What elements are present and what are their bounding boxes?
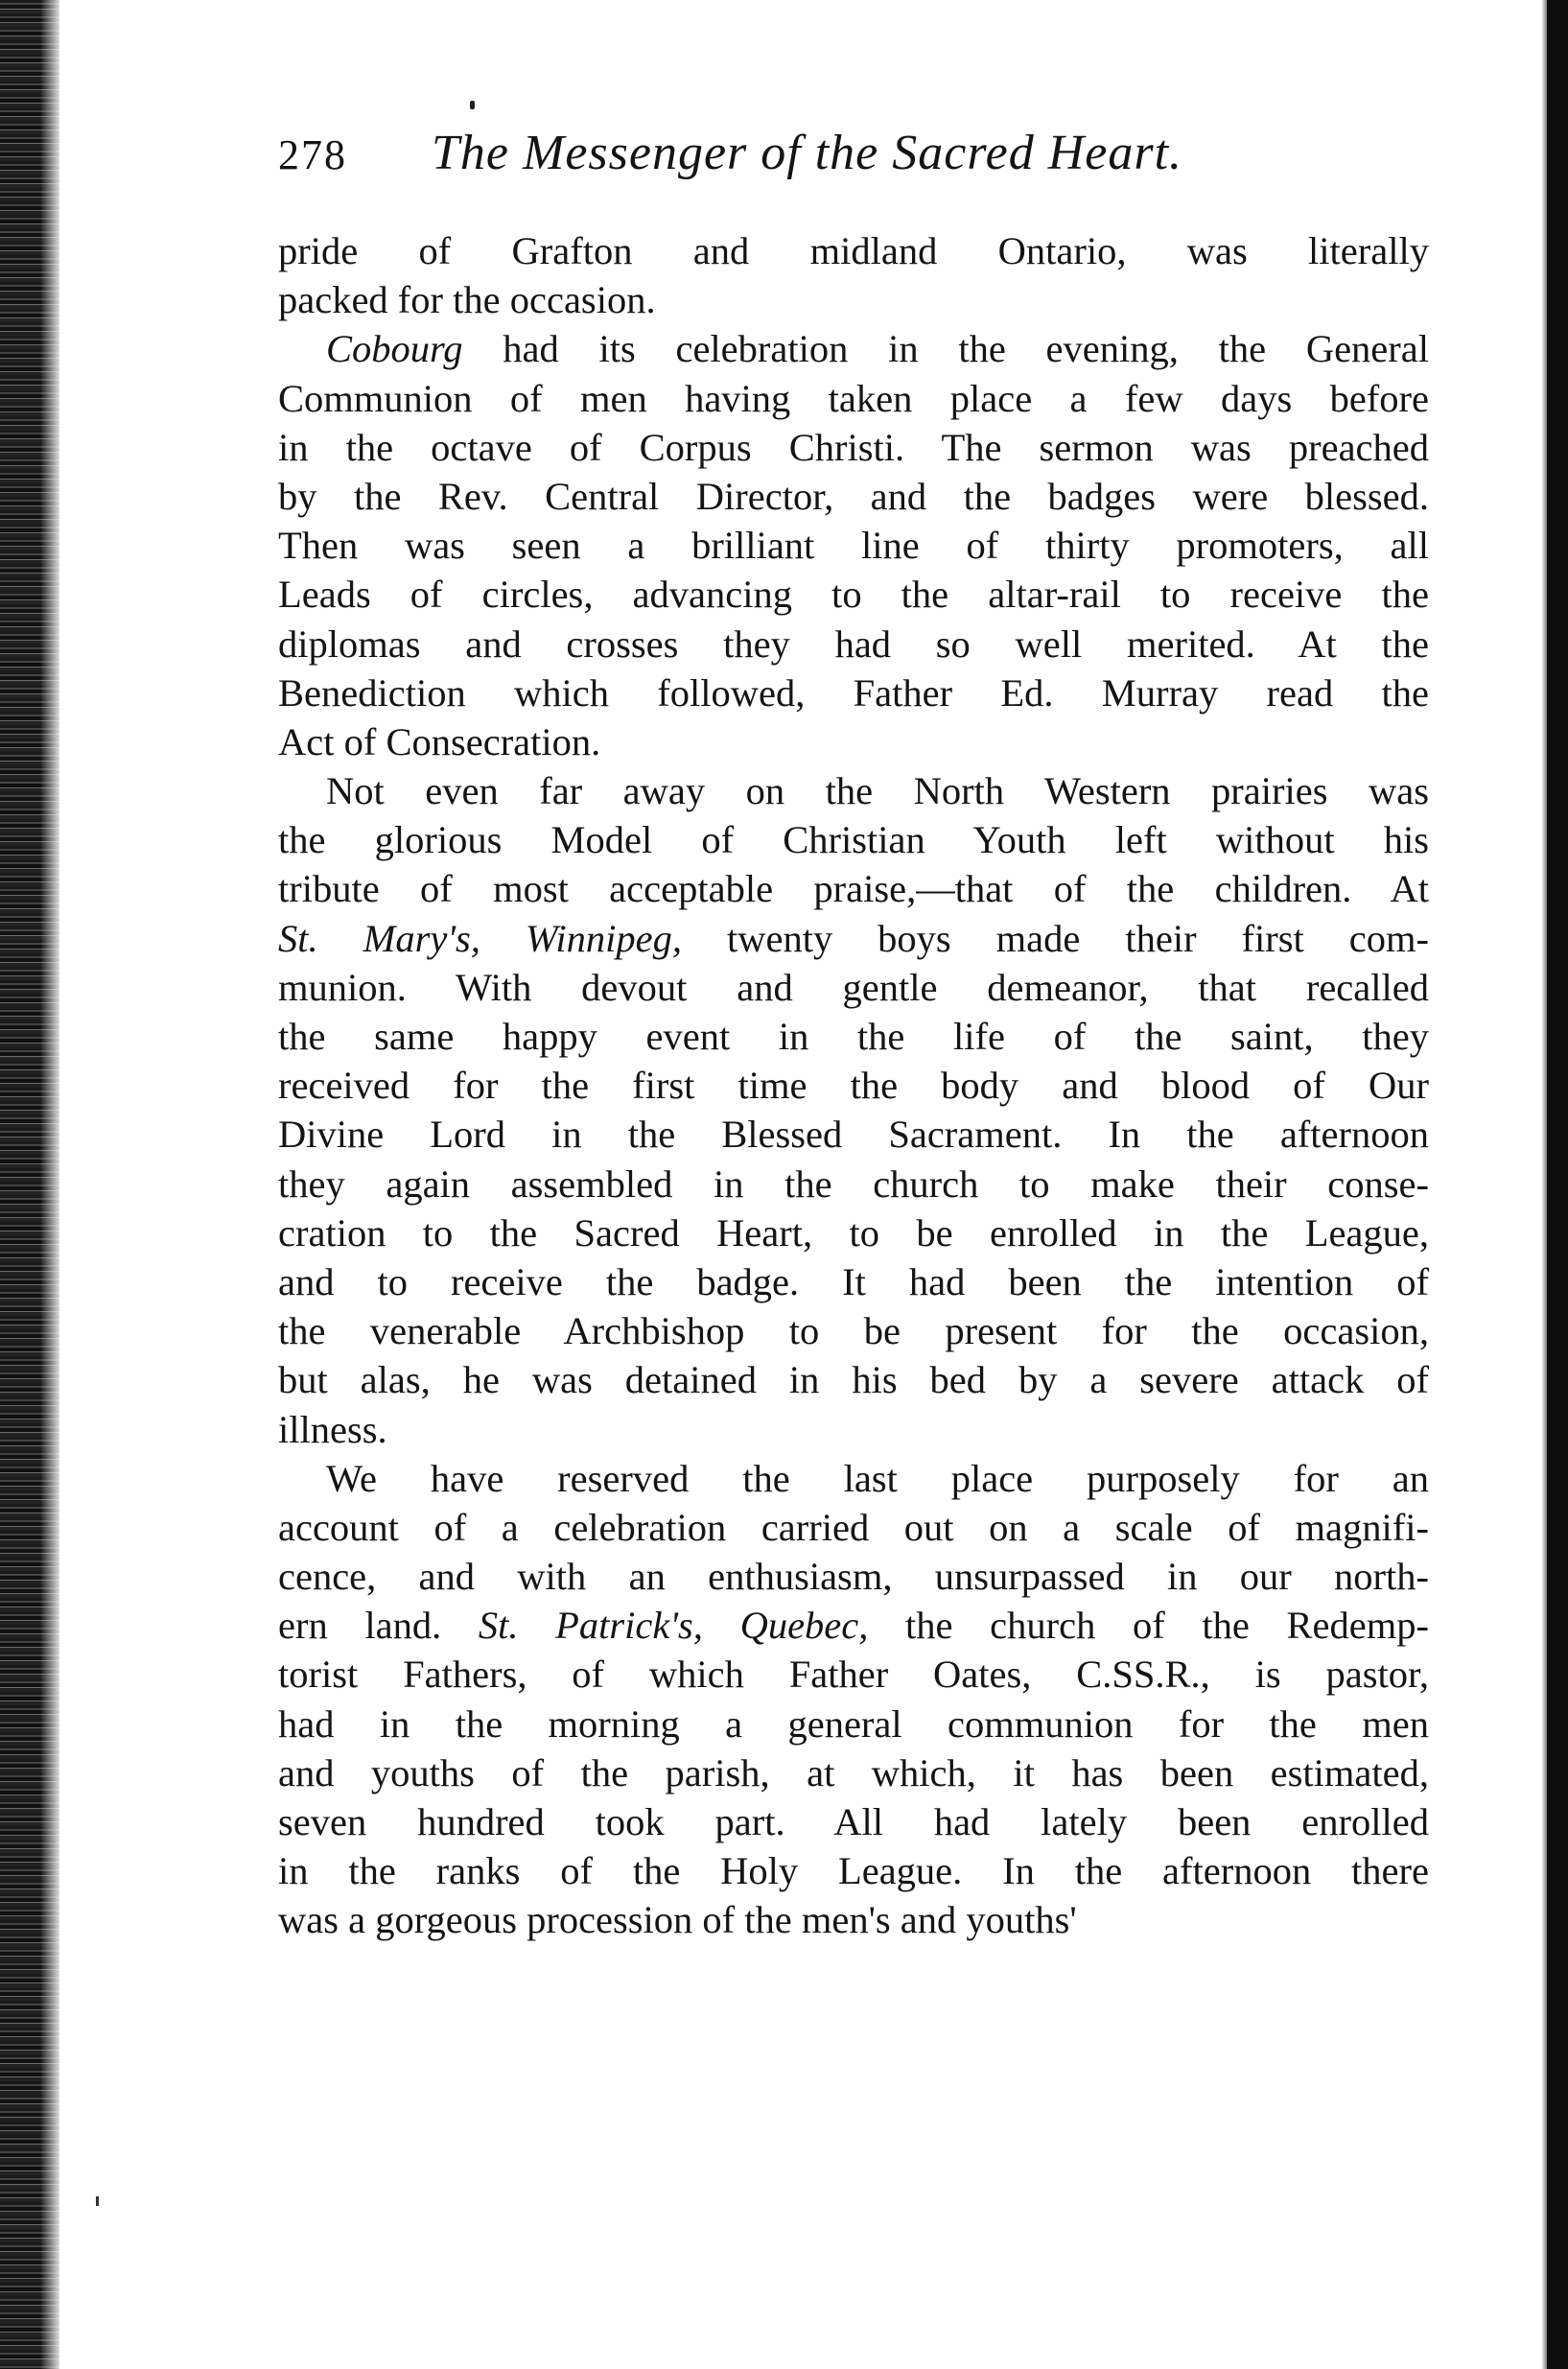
text-segment: Leads of circles, advancing to the altar-rail to receive the bbox=[278, 573, 1429, 617]
paragraph bbox=[278, 766, 1429, 1454]
paragraph bbox=[278, 226, 1429, 324]
text-segment: We have reserved the last place purposely for an bbox=[326, 1456, 1429, 1500]
text-line bbox=[278, 1306, 1429, 1355]
text-segment: tribute of most acceptable praise,—that of the children. At bbox=[278, 867, 1429, 911]
italic-text-segment: St. Mary's, Winnipeg, bbox=[278, 916, 682, 960]
text-segment: munion. With devout and gentle demeanor, that recalled bbox=[278, 965, 1429, 1009]
text-line bbox=[278, 1454, 1429, 1503]
ink-speck bbox=[96, 2196, 99, 2206]
text-line bbox=[278, 1895, 1429, 1944]
text-line bbox=[278, 1110, 1429, 1159]
text-segment: had its celebration in the evening, the General bbox=[462, 327, 1429, 371]
text-line bbox=[278, 1846, 1429, 1895]
text-segment: in the ranks of the Holy League. In the afternoon there bbox=[278, 1849, 1429, 1893]
text-segment: ern land. bbox=[278, 1604, 479, 1648]
text-segment: the venerable Archbishop to be present for the occasion, bbox=[278, 1309, 1429, 1353]
text-line bbox=[278, 914, 1429, 963]
text-segment: was a gorgeous procession of the men's and youths' bbox=[278, 1898, 1077, 1942]
text-segment: pride of Grafton and midland Ontario, was literally bbox=[278, 229, 1429, 272]
text-segment: twenty boys made their first com- bbox=[681, 916, 1429, 960]
text-segment: received for the first time the body and blood of Our bbox=[278, 1064, 1429, 1108]
text-segment: Communion of men having taken place a few days before bbox=[278, 376, 1429, 420]
text-segment: Then was seen a brilliant line of thirty promoters, all bbox=[278, 524, 1429, 568]
text-line bbox=[278, 324, 1429, 373]
text-segment: in the octave of Corpus Christi. The sermon was preached bbox=[278, 425, 1429, 469]
text-segment: Act of Consecration. bbox=[278, 719, 601, 763]
text-line bbox=[278, 1748, 1429, 1797]
paragraph bbox=[278, 1454, 1429, 1945]
text-line bbox=[278, 668, 1429, 717]
text-segment: illness. bbox=[278, 1407, 387, 1451]
text-line bbox=[278, 423, 1429, 472]
running-head bbox=[278, 125, 1429, 201]
book-page bbox=[278, 125, 1429, 1945]
text-line bbox=[278, 521, 1429, 570]
ink-speck bbox=[470, 101, 475, 109]
text-segment: diplomas and crosses they had so well merited. At the bbox=[278, 622, 1429, 666]
text-segment: Benediction which followed, Father Ed. Murray read the bbox=[278, 670, 1429, 715]
text-segment: had in the morning a general communion for the men bbox=[278, 1701, 1429, 1746]
text-segment: cration to the Sacred Heart, to be enrolled in the League, bbox=[278, 1210, 1429, 1255]
text-line bbox=[278, 963, 1429, 1012]
text-segment: they again assembled in the church to make their conse- bbox=[278, 1161, 1429, 1206]
text-line bbox=[278, 570, 1429, 619]
scan-edge-left bbox=[0, 0, 59, 2369]
text-line bbox=[278, 864, 1429, 913]
journal-title: The Messenger of the Sacred Heart. bbox=[432, 126, 1183, 180]
text-line bbox=[278, 1355, 1429, 1404]
text-line bbox=[278, 1012, 1429, 1061]
text-line bbox=[278, 1797, 1429, 1846]
text-segment: the church of the Redemp- bbox=[868, 1604, 1429, 1648]
text-segment: and youths of the parish, at which, it has been estimated, bbox=[278, 1750, 1429, 1794]
text-line bbox=[278, 1405, 1429, 1454]
italic-text-segment: St. Patrick's, Quebec, bbox=[478, 1604, 869, 1648]
text-segment: cence, and with an enthusiasm, unsurpassed in our north- bbox=[278, 1555, 1429, 1599]
text-line bbox=[278, 815, 1429, 864]
text-line bbox=[278, 1503, 1429, 1552]
text-line bbox=[278, 275, 1429, 324]
text-line bbox=[278, 1650, 1429, 1699]
text-line bbox=[278, 1257, 1429, 1306]
italic-text-segment: Cobourg bbox=[326, 327, 463, 371]
text-segment: account of a celebration carried out on a scale of magnifi- bbox=[278, 1505, 1429, 1549]
text-segment: the same happy event in the life of the saint, they bbox=[278, 1015, 1429, 1058]
text-line bbox=[278, 717, 1429, 766]
text-segment: and to receive the badge. It had been the intention of bbox=[278, 1259, 1429, 1303]
text-segment: seven hundred took part. All had lately been enrolled bbox=[278, 1800, 1429, 1843]
scan-edge-right bbox=[1547, 0, 1568, 2369]
text-line bbox=[278, 472, 1429, 521]
paragraph bbox=[278, 324, 1429, 766]
text-segment: by the Rev. Central Director, and the badges were blessed. bbox=[278, 474, 1429, 518]
text-line bbox=[278, 766, 1429, 815]
text-line bbox=[278, 1700, 1429, 1748]
text-segment: the glorious Model of Christian Youth left without his bbox=[278, 818, 1429, 862]
text-line bbox=[278, 226, 1429, 275]
text-line bbox=[278, 1160, 1429, 1208]
text-line bbox=[278, 620, 1429, 668]
text-segment: Not even far away on the North Western prairies was bbox=[326, 769, 1429, 813]
text-line bbox=[278, 1552, 1429, 1601]
text-segment: torist Fathers, of which Father Oates, C.SS.R., is pastor, bbox=[278, 1653, 1429, 1697]
text-segment: packed for the occasion. bbox=[278, 278, 656, 322]
body-text bbox=[278, 226, 1429, 1945]
text-line bbox=[278, 1208, 1429, 1257]
text-line bbox=[278, 1061, 1429, 1110]
text-segment: but alas, he was detained in his bed by a severe attack of bbox=[278, 1358, 1429, 1402]
text-line bbox=[278, 1601, 1429, 1650]
page-number: 278 bbox=[278, 131, 347, 178]
text-segment: Divine Lord in the Blessed Sacrament. In the afternoon bbox=[278, 1113, 1429, 1157]
text-line bbox=[278, 374, 1429, 423]
